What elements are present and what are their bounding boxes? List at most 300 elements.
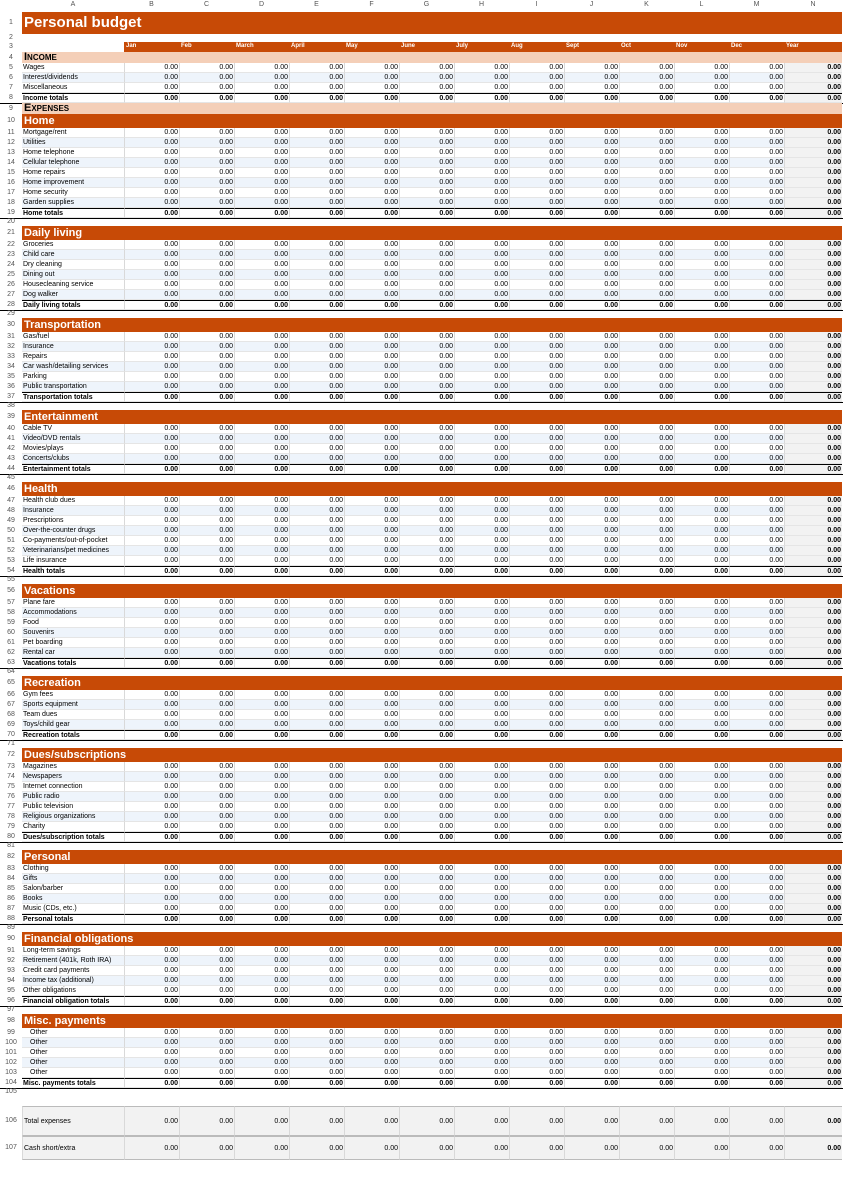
amount-cell[interactable]: 0.00 xyxy=(344,864,399,874)
amount-cell[interactable]: 0.00 xyxy=(454,1028,509,1038)
year-total-cell[interactable]: 0.00 xyxy=(784,280,842,290)
amount-cell[interactable]: 0.00 xyxy=(289,372,344,382)
amount-cell[interactable]: 0.00 xyxy=(619,1058,674,1068)
amount-cell[interactable]: 0.00 xyxy=(179,556,234,566)
amount-cell[interactable]: 0.00 xyxy=(454,444,509,454)
amount-cell[interactable]: 0.00 xyxy=(564,128,619,138)
amount-cell[interactable]: 0.00 xyxy=(729,300,784,310)
month-header[interactable]: Year xyxy=(784,42,842,52)
amount-cell[interactable]: 0.00 xyxy=(454,598,509,608)
amount-cell[interactable]: 0.00 xyxy=(399,556,454,566)
amount-cell[interactable]: 0.00 xyxy=(399,762,454,772)
year-total-cell[interactable]: 0.00 xyxy=(784,638,842,648)
amount-cell[interactable]: 0.00 xyxy=(509,250,564,260)
amount-cell[interactable]: 0.00 xyxy=(509,832,564,842)
amount-cell[interactable]: 0.00 xyxy=(124,290,179,300)
row-label[interactable]: Life insurance xyxy=(22,556,124,566)
amount-cell[interactable]: 0.00 xyxy=(674,598,729,608)
amount-cell[interactable]: 0.00 xyxy=(619,392,674,402)
row-number[interactable]: 87 xyxy=(7,905,15,912)
amount-cell[interactable]: 0.00 xyxy=(564,822,619,832)
amount-cell[interactable]: 0.00 xyxy=(729,382,784,392)
amount-cell[interactable]: 0.00 xyxy=(124,434,179,444)
amount-cell[interactable]: 0.00 xyxy=(399,434,454,444)
amount-cell[interactable]: 0.00 xyxy=(509,148,564,158)
amount-cell[interactable]: 0.00 xyxy=(564,260,619,270)
amount-cell[interactable]: 0.00 xyxy=(729,158,784,168)
amount-cell[interactable]: 0.00 xyxy=(234,1136,289,1160)
amount-cell[interactable]: 0.00 xyxy=(454,506,509,516)
month-header[interactable]: Aug xyxy=(509,42,564,52)
row-label[interactable]: Cellular telephone xyxy=(22,158,124,168)
row-label[interactable]: Other xyxy=(22,1068,124,1078)
amount-cell[interactable]: 0.00 xyxy=(234,496,289,506)
amount-cell[interactable]: 0.00 xyxy=(234,250,289,260)
amount-cell[interactable]: 0.00 xyxy=(454,73,509,83)
amount-cell[interactable]: 0.00 xyxy=(509,700,564,710)
year-total-cell[interactable]: 0.00 xyxy=(784,720,842,730)
amount-cell[interactable]: 0.00 xyxy=(344,792,399,802)
year-total-cell[interactable]: 0.00 xyxy=(784,536,842,546)
amount-cell[interactable]: 0.00 xyxy=(564,526,619,536)
amount-cell[interactable]: 0.00 xyxy=(619,914,674,924)
month-header[interactable]: Dec xyxy=(729,42,784,52)
amount-cell[interactable]: 0.00 xyxy=(619,290,674,300)
amount-cell[interactable]: 0.00 xyxy=(234,546,289,556)
amount-cell[interactable]: 0.00 xyxy=(454,178,509,188)
row-label[interactable]: Wages xyxy=(22,63,124,73)
amount-cell[interactable]: 0.00 xyxy=(509,864,564,874)
amount-cell[interactable]: 0.00 xyxy=(124,1048,179,1058)
row-number[interactable]: 83 xyxy=(7,865,15,872)
row-label[interactable]: Other obligations xyxy=(22,986,124,996)
amount-cell[interactable]: 0.00 xyxy=(564,83,619,93)
amount-cell[interactable]: 0.00 xyxy=(454,280,509,290)
amount-cell[interactable]: 0.00 xyxy=(454,372,509,382)
amount-cell[interactable]: 0.00 xyxy=(454,638,509,648)
amount-cell[interactable]: 0.00 xyxy=(674,812,729,822)
year-total-cell[interactable]: 0.00 xyxy=(784,83,842,93)
amount-cell[interactable]: 0.00 xyxy=(399,1028,454,1038)
column-header-l[interactable]: L xyxy=(699,1,704,8)
amount-cell[interactable]: 0.00 xyxy=(399,812,454,822)
column-header-g[interactable]: G xyxy=(423,1,430,8)
amount-cell[interactable]: 0.00 xyxy=(344,536,399,546)
amount-cell[interactable]: 0.00 xyxy=(619,772,674,782)
amount-cell[interactable]: 0.00 xyxy=(234,618,289,628)
amount-cell[interactable]: 0.00 xyxy=(729,648,784,658)
amount-cell[interactable]: 0.00 xyxy=(124,93,179,103)
amount-cell[interactable]: 0.00 xyxy=(179,638,234,648)
amount-cell[interactable]: 0.00 xyxy=(179,690,234,700)
amount-cell[interactable]: 0.00 xyxy=(564,792,619,802)
year-total-cell[interactable]: 0.00 xyxy=(784,884,842,894)
amount-cell[interactable]: 0.00 xyxy=(344,730,399,740)
amount-cell[interactable]: 0.00 xyxy=(124,270,179,280)
amount-cell[interactable]: 0.00 xyxy=(619,648,674,658)
amount-cell[interactable]: 0.00 xyxy=(399,188,454,198)
amount-cell[interactable]: 0.00 xyxy=(509,1078,564,1088)
row-number[interactable]: 86 xyxy=(7,895,15,902)
amount-cell[interactable]: 0.00 xyxy=(289,710,344,720)
amount-cell[interactable]: 0.00 xyxy=(399,138,454,148)
amount-cell[interactable]: 0.00 xyxy=(179,260,234,270)
amount-cell[interactable]: 0.00 xyxy=(509,802,564,812)
amount-cell[interactable]: 0.00 xyxy=(509,762,564,772)
amount-cell[interactable]: 0.00 xyxy=(344,782,399,792)
row-label[interactable]: Co-payments/out-of-pocket xyxy=(22,536,124,546)
amount-cell[interactable]: 0.00 xyxy=(289,546,344,556)
amount-cell[interactable]: 0.00 xyxy=(124,73,179,83)
row-number[interactable]: 79 xyxy=(7,823,15,830)
amount-cell[interactable]: 0.00 xyxy=(729,904,784,914)
amount-cell[interactable]: 0.00 xyxy=(729,976,784,986)
amount-cell[interactable]: 0.00 xyxy=(454,63,509,73)
amount-cell[interactable]: 0.00 xyxy=(454,148,509,158)
amount-cell[interactable]: 0.00 xyxy=(674,382,729,392)
amount-cell[interactable]: 0.00 xyxy=(344,904,399,914)
total-label[interactable]: Personal totals xyxy=(22,914,124,924)
amount-cell[interactable]: 0.00 xyxy=(619,444,674,454)
amount-cell[interactable]: 0.00 xyxy=(564,73,619,83)
amount-cell[interactable]: 0.00 xyxy=(179,608,234,618)
amount-cell[interactable]: 0.00 xyxy=(124,1058,179,1068)
amount-cell[interactable]: 0.00 xyxy=(234,352,289,362)
amount-cell[interactable]: 0.00 xyxy=(234,1038,289,1048)
amount-cell[interactable]: 0.00 xyxy=(454,93,509,103)
amount-cell[interactable]: 0.00 xyxy=(289,1068,344,1078)
amount-cell[interactable]: 0.00 xyxy=(454,966,509,976)
amount-cell[interactable]: 0.00 xyxy=(619,424,674,434)
amount-cell[interactable]: 0.00 xyxy=(454,762,509,772)
amount-cell[interactable]: 0.00 xyxy=(124,382,179,392)
amount-cell[interactable]: 0.00 xyxy=(124,772,179,782)
row-number[interactable]: 107 xyxy=(5,1144,17,1151)
amount-cell[interactable]: 0.00 xyxy=(674,128,729,138)
amount-cell[interactable]: 0.00 xyxy=(289,536,344,546)
amount-cell[interactable]: 0.00 xyxy=(344,628,399,638)
year-total-cell[interactable]: 0.00 xyxy=(784,270,842,280)
amount-cell[interactable]: 0.00 xyxy=(179,628,234,638)
amount-cell[interactable]: 0.00 xyxy=(344,188,399,198)
amount-cell[interactable]: 0.00 xyxy=(289,966,344,976)
amount-cell[interactable]: 0.00 xyxy=(124,946,179,956)
amount-cell[interactable]: 0.00 xyxy=(729,782,784,792)
amount-cell[interactable]: 0.00 xyxy=(509,198,564,208)
amount-cell[interactable]: 0.00 xyxy=(399,782,454,792)
amount-cell[interactable]: 0.00 xyxy=(729,822,784,832)
row-number[interactable]: 76 xyxy=(7,793,15,800)
amount-cell[interactable]: 0.00 xyxy=(289,730,344,740)
row-label[interactable]: Salon/barber xyxy=(22,884,124,894)
amount-cell[interactable]: 0.00 xyxy=(179,93,234,103)
amount-cell[interactable]: 0.00 xyxy=(619,864,674,874)
amount-cell[interactable]: 0.00 xyxy=(454,1048,509,1058)
amount-cell[interactable]: 0.00 xyxy=(234,956,289,966)
amount-cell[interactable]: 0.00 xyxy=(509,464,564,474)
amount-cell[interactable]: 0.00 xyxy=(564,1106,619,1136)
amount-cell[interactable]: 0.00 xyxy=(234,1048,289,1058)
year-total-cell[interactable]: 0.00 xyxy=(784,956,842,966)
amount-cell[interactable]: 0.00 xyxy=(564,362,619,372)
amount-cell[interactable]: 0.00 xyxy=(619,986,674,996)
amount-cell[interactable]: 0.00 xyxy=(454,270,509,280)
row-number[interactable]: 101 xyxy=(5,1049,17,1056)
year-total-cell[interactable]: 0.00 xyxy=(784,1058,842,1068)
amount-cell[interactable]: 0.00 xyxy=(179,700,234,710)
amount-cell[interactable]: 0.00 xyxy=(674,966,729,976)
row-number[interactable]: 43 xyxy=(7,455,15,462)
amount-cell[interactable]: 0.00 xyxy=(509,434,564,444)
year-total-cell[interactable]: 0.00 xyxy=(784,352,842,362)
amount-cell[interactable]: 0.00 xyxy=(619,874,674,884)
amount-cell[interactable]: 0.00 xyxy=(454,454,509,464)
amount-cell[interactable]: 0.00 xyxy=(344,392,399,402)
amount-cell[interactable]: 0.00 xyxy=(729,536,784,546)
amount-cell[interactable]: 0.00 xyxy=(399,956,454,966)
amount-cell[interactable]: 0.00 xyxy=(729,700,784,710)
amount-cell[interactable]: 0.00 xyxy=(454,996,509,1006)
amount-cell[interactable]: 0.00 xyxy=(729,914,784,924)
amount-cell[interactable]: 0.00 xyxy=(509,128,564,138)
amount-cell[interactable]: 0.00 xyxy=(289,148,344,158)
amount-cell[interactable]: 0.00 xyxy=(179,832,234,842)
amount-cell[interactable]: 0.00 xyxy=(509,63,564,73)
amount-cell[interactable]: 0.00 xyxy=(179,710,234,720)
amount-cell[interactable]: 0.00 xyxy=(729,566,784,576)
amount-cell[interactable]: 0.00 xyxy=(674,454,729,464)
amount-cell[interactable]: 0.00 xyxy=(399,976,454,986)
amount-cell[interactable]: 0.00 xyxy=(619,240,674,250)
amount-cell[interactable]: 0.00 xyxy=(399,700,454,710)
row-number[interactable]: 46 xyxy=(7,485,15,492)
amount-cell[interactable]: 0.00 xyxy=(674,608,729,618)
amount-cell[interactable]: 0.00 xyxy=(674,618,729,628)
amount-cell[interactable]: 0.00 xyxy=(564,496,619,506)
amount-cell[interactable]: 0.00 xyxy=(344,250,399,260)
amount-cell[interactable]: 0.00 xyxy=(289,138,344,148)
row-label[interactable]: Religious organizations xyxy=(22,812,124,822)
amount-cell[interactable]: 0.00 xyxy=(124,638,179,648)
amount-cell[interactable]: 0.00 xyxy=(619,996,674,1006)
amount-cell[interactable]: 0.00 xyxy=(454,832,509,842)
row-label[interactable]: Accommodations xyxy=(22,608,124,618)
row-number[interactable]: 50 xyxy=(7,527,15,534)
row-label[interactable]: Miscellaneous xyxy=(22,83,124,93)
amount-cell[interactable]: 0.00 xyxy=(344,986,399,996)
amount-cell[interactable]: 0.00 xyxy=(399,444,454,454)
amount-cell[interactable]: 0.00 xyxy=(564,454,619,464)
year-total-cell[interactable]: 0.00 xyxy=(784,198,842,208)
amount-cell[interactable]: 0.00 xyxy=(564,618,619,628)
amount-cell[interactable]: 0.00 xyxy=(399,690,454,700)
amount-cell[interactable]: 0.00 xyxy=(344,372,399,382)
amount-cell[interactable]: 0.00 xyxy=(674,83,729,93)
amount-cell[interactable]: 0.00 xyxy=(289,382,344,392)
amount-cell[interactable]: 0.00 xyxy=(399,526,454,536)
year-total-cell[interactable]: 0.00 xyxy=(784,128,842,138)
amount-cell[interactable]: 0.00 xyxy=(399,362,454,372)
year-total-cell[interactable]: 0.00 xyxy=(784,822,842,832)
amount-cell[interactable]: 0.00 xyxy=(564,720,619,730)
amount-cell[interactable]: 0.00 xyxy=(234,392,289,402)
amount-cell[interactable]: 0.00 xyxy=(399,280,454,290)
amount-cell[interactable]: 0.00 xyxy=(564,280,619,290)
row-number[interactable]: 105 xyxy=(5,1088,17,1095)
amount-cell[interactable]: 0.00 xyxy=(729,546,784,556)
amount-cell[interactable]: 0.00 xyxy=(454,1068,509,1078)
amount-cell[interactable]: 0.00 xyxy=(124,250,179,260)
amount-cell[interactable]: 0.00 xyxy=(344,270,399,280)
row-label[interactable]: Other xyxy=(22,1028,124,1038)
row-number[interactable]: 7 xyxy=(9,84,13,91)
row-label[interactable]: Team dues xyxy=(22,710,124,720)
amount-cell[interactable]: 0.00 xyxy=(619,178,674,188)
amount-cell[interactable]: 0.00 xyxy=(234,832,289,842)
amount-cell[interactable]: 0.00 xyxy=(289,83,344,93)
amount-cell[interactable]: 0.00 xyxy=(454,904,509,914)
amount-cell[interactable]: 0.00 xyxy=(344,93,399,103)
amount-cell[interactable]: 0.00 xyxy=(729,250,784,260)
year-total-cell[interactable]: 0.00 xyxy=(784,168,842,178)
amount-cell[interactable]: 0.00 xyxy=(729,556,784,566)
amount-cell[interactable]: 0.00 xyxy=(124,690,179,700)
amount-cell[interactable]: 0.00 xyxy=(234,280,289,290)
amount-cell[interactable]: 0.00 xyxy=(454,874,509,884)
year-total-cell[interactable]: 0.00 xyxy=(784,444,842,454)
amount-cell[interactable]: 0.00 xyxy=(234,710,289,720)
amount-cell[interactable]: 0.00 xyxy=(729,832,784,842)
amount-cell[interactable]: 0.00 xyxy=(564,342,619,352)
year-total-cell[interactable]: 0.00 xyxy=(784,618,842,628)
amount-cell[interactable]: 0.00 xyxy=(289,720,344,730)
amount-cell[interactable]: 0.00 xyxy=(179,73,234,83)
amount-cell[interactable]: 0.00 xyxy=(564,638,619,648)
amount-cell[interactable]: 0.00 xyxy=(509,946,564,956)
amount-cell[interactable]: 0.00 xyxy=(124,618,179,628)
year-total-cell[interactable]: 0.00 xyxy=(784,914,842,924)
amount-cell[interactable]: 0.00 xyxy=(289,270,344,280)
amount-cell[interactable]: 0.00 xyxy=(509,658,564,668)
amount-cell[interactable]: 0.00 xyxy=(124,1136,179,1160)
amount-cell[interactable]: 0.00 xyxy=(179,720,234,730)
amount-cell[interactable]: 0.00 xyxy=(234,1058,289,1068)
row-number[interactable]: 35 xyxy=(7,373,15,380)
amount-cell[interactable]: 0.00 xyxy=(289,762,344,772)
amount-cell[interactable]: 0.00 xyxy=(289,864,344,874)
row-label[interactable]: Garden supplies xyxy=(22,198,124,208)
year-total-cell[interactable]: 0.00 xyxy=(784,966,842,976)
amount-cell[interactable]: 0.00 xyxy=(674,720,729,730)
amount-cell[interactable]: 0.00 xyxy=(399,914,454,924)
amount-cell[interactable]: 0.00 xyxy=(399,536,454,546)
amount-cell[interactable]: 0.00 xyxy=(399,864,454,874)
column-header-d[interactable]: D xyxy=(258,1,265,8)
row-label[interactable]: Charity xyxy=(22,822,124,832)
amount-cell[interactable]: 0.00 xyxy=(179,138,234,148)
amount-cell[interactable]: 0.00 xyxy=(399,658,454,668)
amount-cell[interactable]: 0.00 xyxy=(619,598,674,608)
row-label[interactable]: Other xyxy=(22,1058,124,1068)
row-number[interactable]: 3 xyxy=(9,43,13,50)
amount-cell[interactable]: 0.00 xyxy=(454,198,509,208)
amount-cell[interactable]: 0.00 xyxy=(674,628,729,638)
amount-cell[interactable]: 0.00 xyxy=(619,158,674,168)
amount-cell[interactable]: 0.00 xyxy=(289,946,344,956)
amount-cell[interactable]: 0.00 xyxy=(179,332,234,342)
amount-cell[interactable]: 0.00 xyxy=(729,864,784,874)
amount-cell[interactable]: 0.00 xyxy=(454,382,509,392)
amount-cell[interactable]: 0.00 xyxy=(344,956,399,966)
amount-cell[interactable]: 0.00 xyxy=(399,260,454,270)
amount-cell[interactable]: 0.00 xyxy=(454,496,509,506)
amount-cell[interactable]: 0.00 xyxy=(509,648,564,658)
amount-cell[interactable]: 0.00 xyxy=(564,566,619,576)
amount-cell[interactable]: 0.00 xyxy=(344,496,399,506)
year-total-cell[interactable]: 0.00 xyxy=(784,946,842,956)
amount-cell[interactable]: 0.00 xyxy=(454,392,509,402)
amount-cell[interactable]: 0.00 xyxy=(179,822,234,832)
amount-cell[interactable]: 0.00 xyxy=(234,526,289,536)
total-label[interactable]: Financial obligation totals xyxy=(22,996,124,1006)
amount-cell[interactable]: 0.00 xyxy=(124,1106,179,1136)
amount-cell[interactable]: 0.00 xyxy=(674,1106,729,1136)
amount-cell[interactable]: 0.00 xyxy=(619,536,674,546)
year-total-cell[interactable]: 0.00 xyxy=(784,556,842,566)
amount-cell[interactable]: 0.00 xyxy=(509,618,564,628)
amount-cell[interactable]: 0.00 xyxy=(674,332,729,342)
row-label[interactable]: Interest/dividends xyxy=(22,73,124,83)
amount-cell[interactable]: 0.00 xyxy=(344,822,399,832)
amount-cell[interactable]: 0.00 xyxy=(509,894,564,904)
amount-cell[interactable]: 0.00 xyxy=(179,864,234,874)
amount-cell[interactable]: 0.00 xyxy=(619,464,674,474)
amount-cell[interactable]: 0.00 xyxy=(729,178,784,188)
amount-cell[interactable]: 0.00 xyxy=(179,83,234,93)
row-number[interactable]: 62 xyxy=(7,649,15,656)
amount-cell[interactable]: 0.00 xyxy=(344,874,399,884)
amount-cell[interactable]: 0.00 xyxy=(344,240,399,250)
amount-cell[interactable]: 0.00 xyxy=(179,914,234,924)
row-number[interactable]: 48 xyxy=(7,507,15,514)
amount-cell[interactable]: 0.00 xyxy=(234,598,289,608)
amount-cell[interactable]: 0.00 xyxy=(344,1106,399,1136)
row-label[interactable]: Other xyxy=(22,1048,124,1058)
amount-cell[interactable]: 0.00 xyxy=(124,658,179,668)
amount-cell[interactable]: 0.00 xyxy=(289,914,344,924)
year-total-cell[interactable]: 0.00 xyxy=(784,710,842,720)
amount-cell[interactable]: 0.00 xyxy=(454,566,509,576)
amount-cell[interactable]: 0.00 xyxy=(234,762,289,772)
amount-cell[interactable]: 0.00 xyxy=(564,424,619,434)
amount-cell[interactable]: 0.00 xyxy=(179,1136,234,1160)
amount-cell[interactable]: 0.00 xyxy=(729,444,784,454)
amount-cell[interactable]: 0.00 xyxy=(564,270,619,280)
amount-cell[interactable]: 0.00 xyxy=(509,966,564,976)
year-total-cell[interactable]: 0.00 xyxy=(784,598,842,608)
amount-cell[interactable]: 0.00 xyxy=(179,874,234,884)
amount-cell[interactable]: 0.00 xyxy=(234,198,289,208)
amount-cell[interactable]: 0.00 xyxy=(399,772,454,782)
amount-cell[interactable]: 0.00 xyxy=(234,63,289,73)
amount-cell[interactable]: 0.00 xyxy=(179,188,234,198)
amount-cell[interactable]: 0.00 xyxy=(564,1048,619,1058)
amount-cell[interactable]: 0.00 xyxy=(234,536,289,546)
amount-cell[interactable]: 0.00 xyxy=(289,802,344,812)
amount-cell[interactable]: 0.00 xyxy=(234,372,289,382)
amount-cell[interactable]: 0.00 xyxy=(124,966,179,976)
amount-cell[interactable]: 0.00 xyxy=(289,690,344,700)
